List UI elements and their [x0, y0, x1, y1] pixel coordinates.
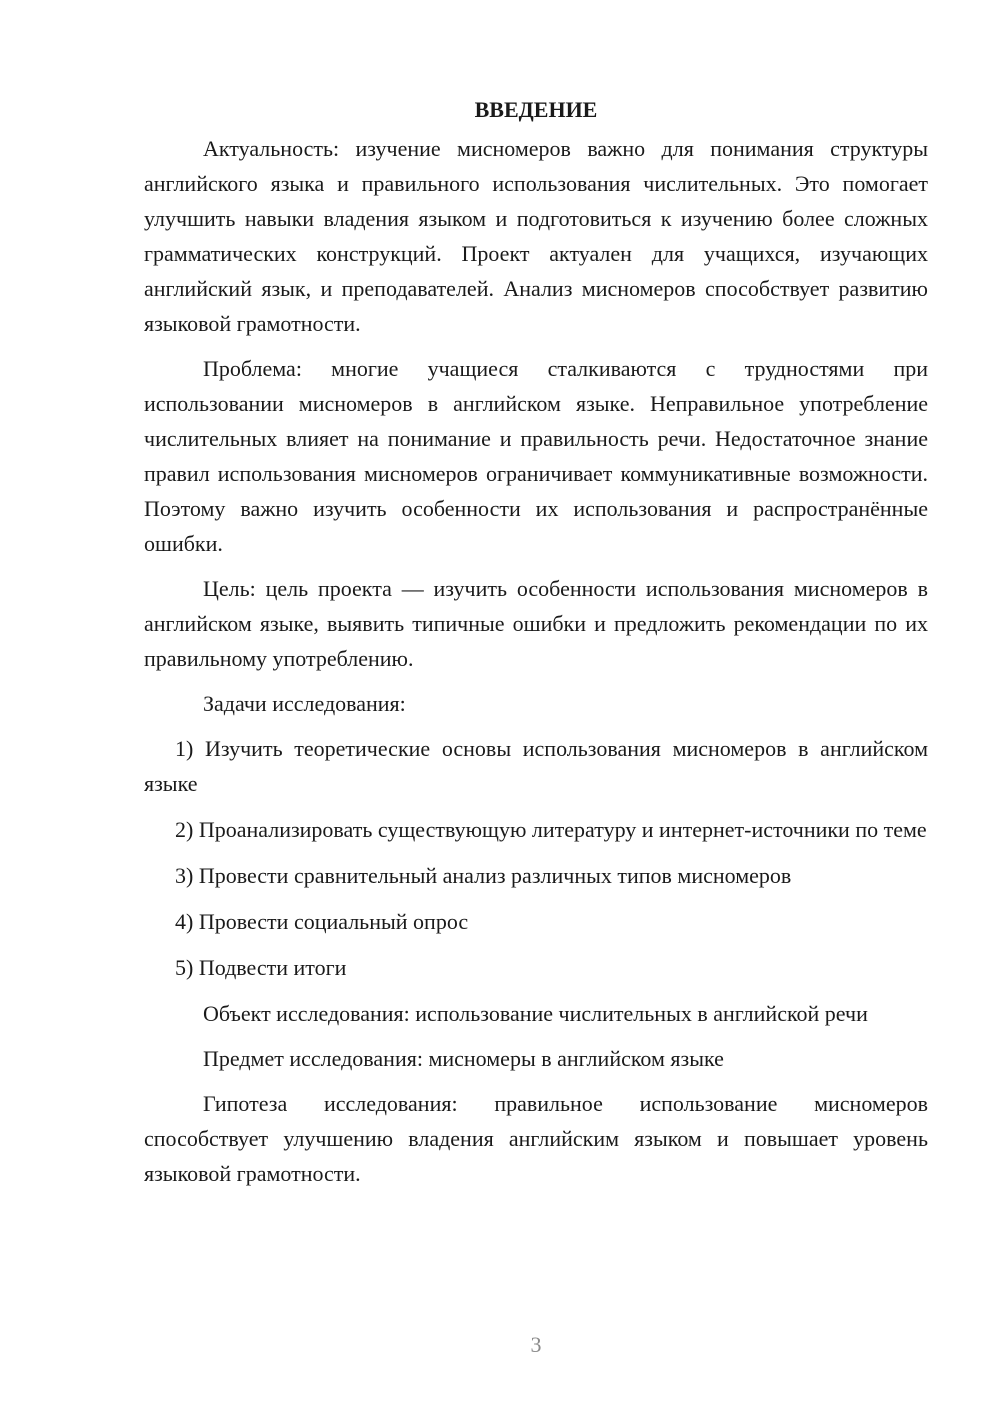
paragraph-problem: Проблема: многие учащиеся сталкиваются с трудностями при использовании мисномеров в английском языке. Неправильное употребление числительных влияет на понимание и правильность речи. Недостаточное знание правил использования мисномеров ограничивает коммуникативные возможности. Поэтому важно изучить особенности их использования и распространённые ошибки. [144, 356, 928, 556]
task-item-4: 4) Провести социальный опрос [175, 909, 469, 934]
task-item-5: 5) Подвести итоги [175, 955, 347, 980]
document-page [144, 92, 928, 1201]
paragraph-subject: Предмет исследования: мисномеры в английском языке [203, 1046, 724, 1071]
paragraph-hypothesis: Гипотеза исследования: правильное использование мисномеров способствует улучшению владения английским языком и повышает уровень языковой грамотности. [144, 1091, 928, 1186]
paragraph-goal: Цель: цель проекта — изучить особенности использования мисномеров в английском языке, выявить типичные ошибки и предложить рекомендации по их правильному употреблению. [144, 576, 928, 671]
page-title: ВВЕДЕНИЕ [474, 97, 598, 122]
task-item-2: 2) Проанализировать существующую литературу и интернет-источники по теме [175, 817, 927, 842]
tasks-heading: Задачи исследования: [203, 691, 406, 716]
paragraph-object: Объект исследования: использование числительных в английской речи [203, 1001, 868, 1026]
page-number: 3 [530, 1332, 542, 1357]
task-item-3: 3) Провести сравнительный анализ различных типов мисномеров [175, 863, 792, 888]
paragraph-relevance: Актуальность: изучение мисномеров важно для понимания структуры английского языка и правильного использования числительных. Это помогает улучшить навыки владения языком и подготовиться к изучению более сложных грамматических конструкций. Проект актуален для учащихся, изучающих английский язык, и преподавателей. Анализ мисномеров способствует развитию языковой грамотности. [144, 136, 928, 336]
task-item-1: 1) Изучить теоретические основы использования мисномеров в английском языке [144, 736, 928, 796]
